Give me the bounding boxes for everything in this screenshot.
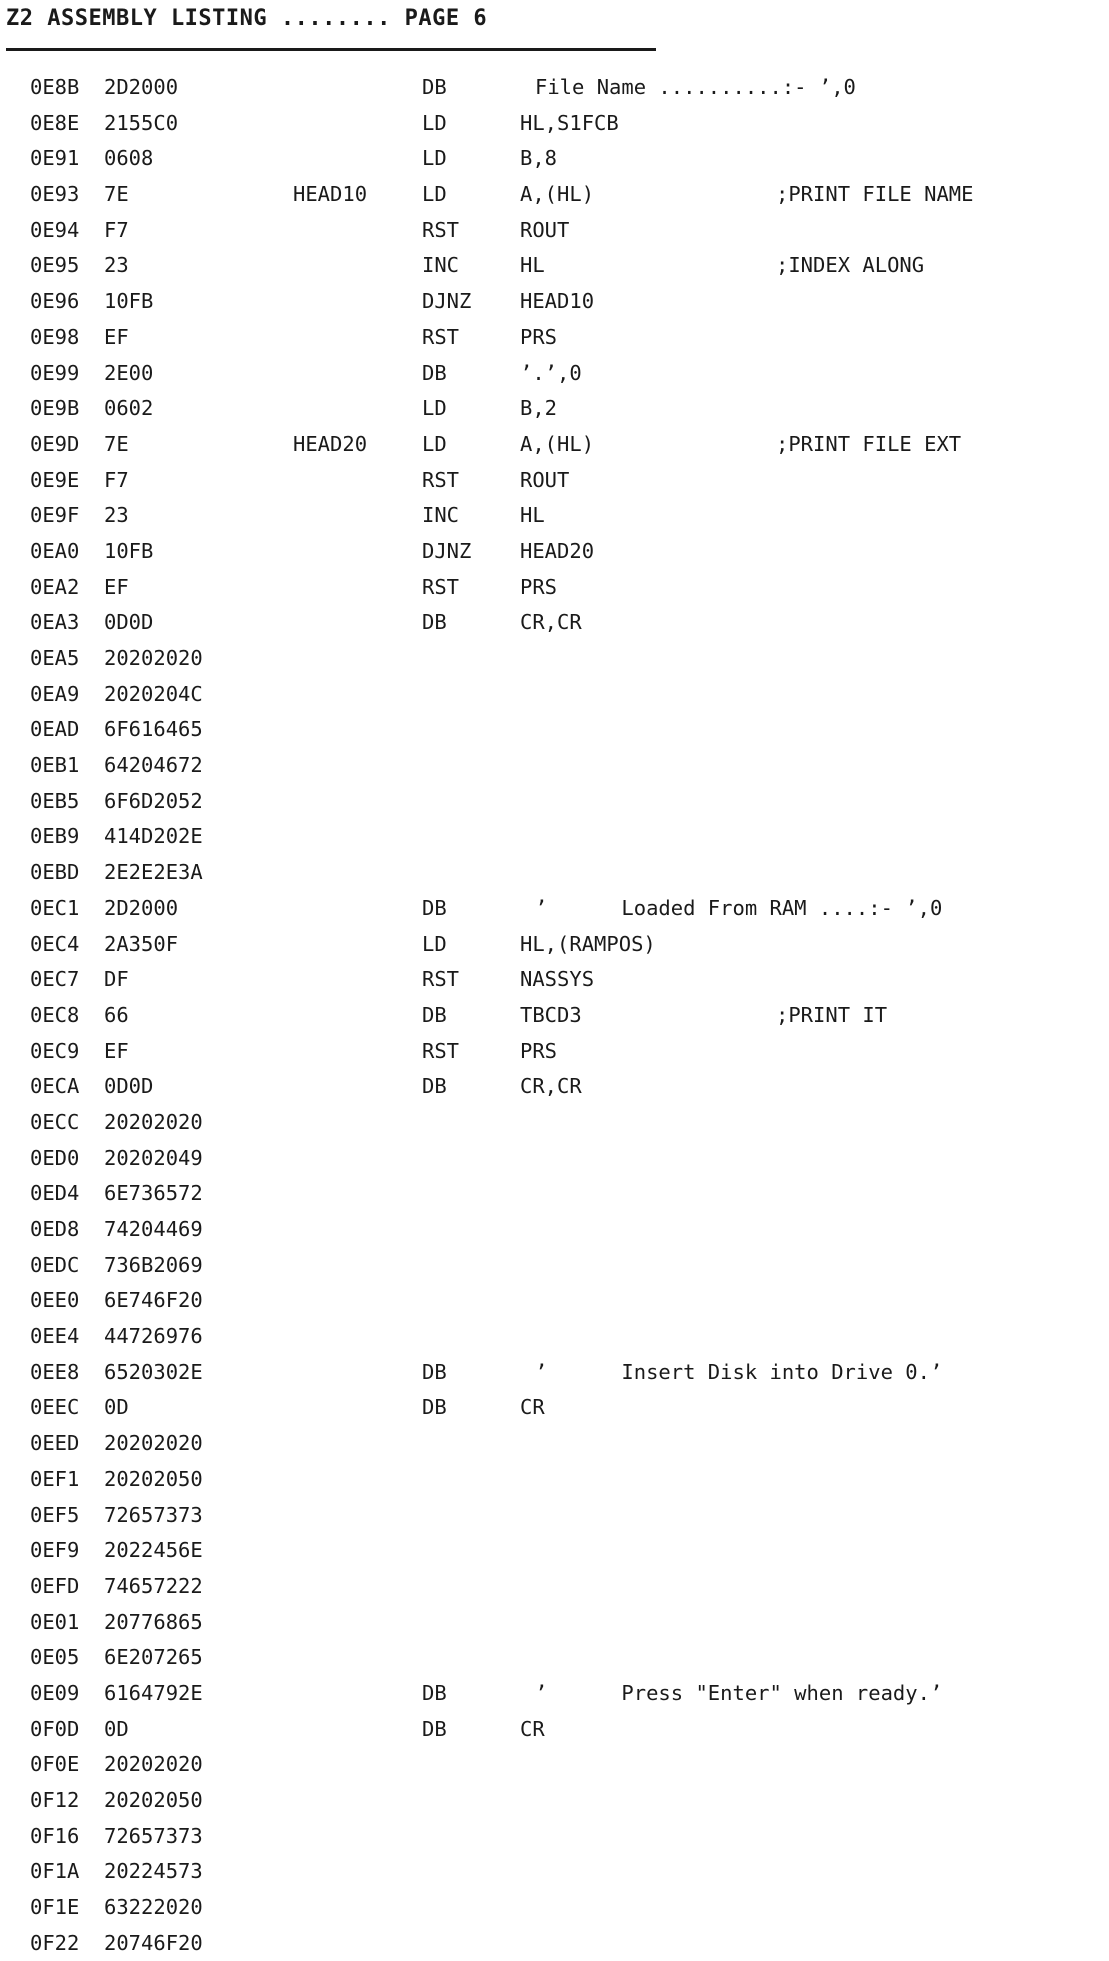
line-opcode: DB [422, 1395, 447, 1420]
line-opcode: DB [422, 1074, 447, 1099]
listing-line [0, 1819, 1109, 1855]
line-opcode: LD [422, 396, 447, 421]
line-machine-code: 20202020 [104, 1109, 203, 1134]
line-string-text: ’ Insert Disk into Drive 0.’ [535, 1359, 943, 1384]
listing-line [0, 641, 1109, 677]
line-address: 0F0D [30, 1716, 80, 1741]
line-operand: CR [520, 1716, 545, 1741]
line-machine-code: 23 [104, 253, 129, 278]
line-machine-code: 414D202E [104, 824, 203, 849]
line-address: 0E09 [30, 1680, 80, 1705]
line-address: 0ED4 [30, 1181, 80, 1206]
listing-line [0, 1426, 1109, 1462]
line-address: 0ECC [30, 1109, 80, 1134]
line-address: 0F1A [30, 1859, 80, 1884]
assembly-listing [0, 70, 1109, 1961]
line-opcode: DB [422, 75, 447, 99]
listing-line [0, 819, 1109, 855]
line-opcode: DJNZ [422, 289, 472, 314]
listing-line [0, 1783, 1109, 1819]
line-address: 0F1E [30, 1895, 80, 1920]
listing-line [0, 962, 1109, 998]
listing-line [0, 1034, 1109, 1070]
line-machine-code: 7E [104, 431, 129, 456]
line-machine-code: EF [104, 324, 129, 349]
line-operand: B,8 [520, 146, 558, 171]
line-address: 0E99 [30, 360, 80, 385]
line-machine-code: 2020204C [104, 681, 203, 706]
line-address: 0EF9 [30, 1538, 80, 1563]
listing-line [0, 1212, 1109, 1248]
line-machine-code: 20202050 [104, 1466, 203, 1491]
line-opcode: DB [422, 1002, 447, 1027]
line-address: 0EDC [30, 1252, 80, 1277]
line-machine-code: F7 [104, 217, 129, 242]
line-address: 0EA0 [30, 538, 80, 563]
line-machine-code: 0608 [104, 146, 154, 171]
line-machine-code: 20202020 [104, 1752, 203, 1777]
line-operand: HL,S1FCB [520, 110, 619, 135]
line-machine-code: DF [104, 967, 129, 992]
line-address: 0E95 [30, 253, 80, 278]
line-machine-code: 6E207265 [104, 1645, 203, 1670]
line-address: 0EB9 [30, 824, 80, 849]
line-address: 0ED8 [30, 1217, 80, 1241]
listing-line [0, 534, 1109, 570]
line-opcode: LD [422, 431, 447, 456]
line-opcode: LD [422, 110, 447, 135]
line-address: 0E01 [30, 1609, 80, 1634]
listing-line [0, 1355, 1109, 1391]
listing-line [0, 1569, 1109, 1605]
line-machine-code: 66 [104, 1002, 129, 1027]
listing-line [0, 213, 1109, 249]
line-machine-code: 6E736572 [104, 1181, 203, 1206]
listing-line [0, 1498, 1109, 1534]
line-address: 0E9D [30, 431, 80, 456]
line-address: 0EED [30, 1431, 80, 1456]
line-machine-code: 20224573 [104, 1859, 203, 1884]
listing-line [0, 712, 1109, 748]
line-machine-code: 6E746F20 [104, 1288, 203, 1313]
line-operand: ROUT [520, 467, 570, 492]
line-comment: ;PRINT FILE NAME [776, 182, 974, 207]
line-machine-code: 6520302E [104, 1359, 203, 1384]
line-address: 0E98 [30, 324, 80, 349]
listing-line [0, 1105, 1109, 1141]
line-address: 0EE0 [30, 1288, 80, 1313]
line-machine-code: 20202050 [104, 1788, 203, 1812]
listing-line [0, 1890, 1109, 1926]
line-address: 0EAD [30, 717, 80, 742]
line-address: 0EFD [30, 1573, 80, 1598]
listing-line [0, 927, 1109, 963]
line-opcode: RST [422, 467, 460, 492]
listing-line [0, 1747, 1109, 1783]
line-opcode: LD [422, 182, 447, 207]
listing-line [0, 1712, 1109, 1748]
line-operand: HL [520, 503, 545, 528]
line-machine-code: 74204469 [104, 1217, 203, 1241]
line-label: HEAD10 [293, 182, 368, 207]
line-opcode: DB [422, 360, 447, 385]
line-operand: HL [520, 253, 545, 278]
line-address: 0F22 [30, 1930, 80, 1955]
line-address: 0EF5 [30, 1502, 80, 1527]
listing-line [0, 1462, 1109, 1498]
line-operand: ROUT [520, 217, 570, 242]
listing-line [0, 463, 1109, 499]
line-opcode: DB [422, 1716, 447, 1741]
listing-line [0, 356, 1109, 392]
line-address: 0E8B [30, 75, 80, 99]
line-address: 0EA3 [30, 610, 80, 635]
listing-line [0, 784, 1109, 820]
line-machine-code: 20776865 [104, 1609, 203, 1634]
line-comment: ;PRINT IT [776, 1002, 888, 1027]
line-address: 0E9E [30, 467, 80, 492]
listing-line [0, 1605, 1109, 1641]
line-address: 0E05 [30, 1645, 80, 1670]
listing-line [0, 677, 1109, 713]
line-machine-code: 7E [104, 182, 129, 207]
line-machine-code: 20746F20 [104, 1930, 203, 1955]
line-address: 0EC7 [30, 967, 80, 992]
line-opcode: INC [422, 503, 460, 528]
page-header: Z2 ASSEMBLY LISTING ........ PAGE 6 [6, 6, 488, 31]
listing-line [0, 498, 1109, 534]
line-machine-code: 2D2000 [104, 75, 179, 99]
listing-line [0, 106, 1109, 142]
listing-line [0, 1319, 1109, 1355]
line-address: 0ECA [30, 1074, 80, 1099]
line-string-text: File Name ..........:- ’,0 [535, 75, 856, 99]
line-operand: CR,CR [520, 610, 582, 635]
line-address: 0E96 [30, 289, 80, 314]
line-address: 0E94 [30, 217, 80, 242]
line-opcode: DB [422, 1680, 447, 1705]
line-machine-code: 6164792E [104, 1680, 203, 1705]
line-opcode: DB [422, 1359, 447, 1384]
line-label: HEAD20 [293, 431, 368, 456]
line-machine-code: 72657373 [104, 1823, 203, 1848]
line-address: 0EC1 [30, 895, 80, 920]
line-address: 0E91 [30, 146, 80, 171]
line-machine-code: 6F6D2052 [104, 788, 203, 813]
listing-line [0, 1176, 1109, 1212]
listing-line [0, 177, 1109, 213]
listing-line [0, 570, 1109, 606]
line-address: 0F0E [30, 1752, 80, 1777]
line-address: 0EF1 [30, 1466, 80, 1491]
line-address: 0E9B [30, 396, 80, 421]
line-opcode: RST [422, 324, 460, 349]
line-address: 0EBD [30, 860, 80, 885]
line-machine-code: 2E00 [104, 360, 154, 385]
line-opcode: LD [422, 146, 447, 171]
line-opcode: LD [422, 931, 447, 956]
line-address: 0EE8 [30, 1359, 80, 1384]
line-operand: TBCD3 [520, 1002, 582, 1027]
line-operand: A,(HL) [520, 182, 595, 207]
listing-line [0, 748, 1109, 784]
line-address: 0EC8 [30, 1002, 80, 1027]
line-address: 0EA9 [30, 681, 80, 706]
line-operand: NASSYS [520, 967, 595, 992]
listing-line [0, 1533, 1109, 1569]
listing-line [0, 998, 1109, 1034]
line-address: 0E8E [30, 110, 80, 135]
listing-line [0, 855, 1109, 891]
line-machine-code: 2155C0 [104, 110, 179, 135]
line-operand: PRS [520, 574, 558, 599]
line-machine-code: 2A350F [104, 931, 179, 956]
listing-line [0, 1676, 1109, 1712]
line-opcode: RST [422, 574, 460, 599]
line-operand: A,(HL) [520, 431, 595, 456]
line-machine-code: 0D [104, 1716, 129, 1741]
line-string-text: ’ Press "Enter" when ready.’ [535, 1680, 943, 1705]
line-operand: CR,CR [520, 1074, 582, 1099]
line-machine-code: EF [104, 574, 129, 599]
line-operand: PRS [520, 1038, 558, 1063]
line-machine-code: 20202020 [104, 1431, 203, 1456]
line-machine-code: 2D2000 [104, 895, 179, 920]
listing-line [0, 427, 1109, 463]
listing-line [0, 1926, 1109, 1961]
line-machine-code: 44726976 [104, 1324, 203, 1349]
listing-line [0, 284, 1109, 320]
line-machine-code: 6F616465 [104, 717, 203, 742]
line-comment: ;INDEX ALONG [776, 253, 925, 278]
header-underline [6, 48, 656, 51]
line-operand: ’.’,0 [520, 360, 582, 385]
line-operand: HEAD10 [520, 289, 595, 314]
line-opcode: RST [422, 217, 460, 242]
listing-line [0, 1069, 1109, 1105]
listing-line [0, 1248, 1109, 1284]
line-opcode: DB [422, 610, 447, 635]
line-operand: HL,(RAMPOS) [520, 931, 656, 956]
line-machine-code: 0602 [104, 396, 154, 421]
line-machine-code: 63222020 [104, 1895, 203, 1920]
listing-line [0, 1640, 1109, 1676]
line-opcode: INC [422, 253, 460, 278]
line-operand: PRS [520, 324, 558, 349]
line-machine-code: 72657373 [104, 1502, 203, 1527]
line-address: 0F16 [30, 1823, 80, 1848]
line-machine-code: 0D0D [104, 610, 154, 635]
line-machine-code: EF [104, 1038, 129, 1063]
line-address: 0ED0 [30, 1145, 80, 1170]
line-machine-code: 64204672 [104, 753, 203, 778]
listing-line [0, 1141, 1109, 1177]
line-address: 0E93 [30, 182, 80, 207]
line-machine-code: 2022456E [104, 1538, 203, 1563]
line-address: 0E9F [30, 503, 80, 528]
line-machine-code: 10FB [104, 538, 154, 563]
line-address: 0EE4 [30, 1324, 80, 1349]
listing-line [0, 70, 1109, 106]
listing-line [0, 1854, 1109, 1890]
line-operand: CR [520, 1395, 545, 1420]
listing-line [0, 891, 1109, 927]
line-machine-code: 0D0D [104, 1074, 154, 1099]
line-machine-code: 10FB [104, 289, 154, 314]
listing-line [0, 1390, 1109, 1426]
listing-line [0, 141, 1109, 177]
line-operand: HEAD20 [520, 538, 595, 563]
line-address: 0EA5 [30, 646, 80, 670]
line-machine-code: F7 [104, 467, 129, 492]
line-machine-code: 0D [104, 1395, 129, 1420]
line-opcode: RST [422, 967, 460, 992]
line-address: 0EB1 [30, 753, 80, 778]
line-address: 0EC9 [30, 1038, 80, 1063]
listing-line [0, 605, 1109, 641]
line-machine-code: 74657222 [104, 1573, 203, 1598]
line-address: 0EB5 [30, 788, 80, 813]
listing-line [0, 391, 1109, 427]
line-comment: ;PRINT FILE EXT [776, 431, 962, 456]
line-address: 0EEC [30, 1395, 80, 1420]
listing-line [0, 1283, 1109, 1319]
line-opcode: DJNZ [422, 538, 472, 563]
line-machine-code: 736B2069 [104, 1252, 203, 1277]
line-machine-code: 23 [104, 503, 129, 528]
line-address: 0EA2 [30, 574, 80, 599]
listing-line [0, 320, 1109, 356]
line-machine-code: 20202020 [104, 646, 203, 670]
line-string-text: ’ Loaded From RAM ....:- ’,0 [535, 895, 943, 920]
line-machine-code: 2E2E2E3A [104, 860, 203, 885]
line-opcode: RST [422, 1038, 460, 1063]
listing-line [0, 248, 1109, 284]
line-opcode: DB [422, 895, 447, 920]
line-machine-code: 20202049 [104, 1145, 203, 1170]
line-operand: B,2 [520, 396, 558, 421]
line-address: 0F12 [30, 1788, 80, 1812]
line-address: 0EC4 [30, 931, 80, 956]
